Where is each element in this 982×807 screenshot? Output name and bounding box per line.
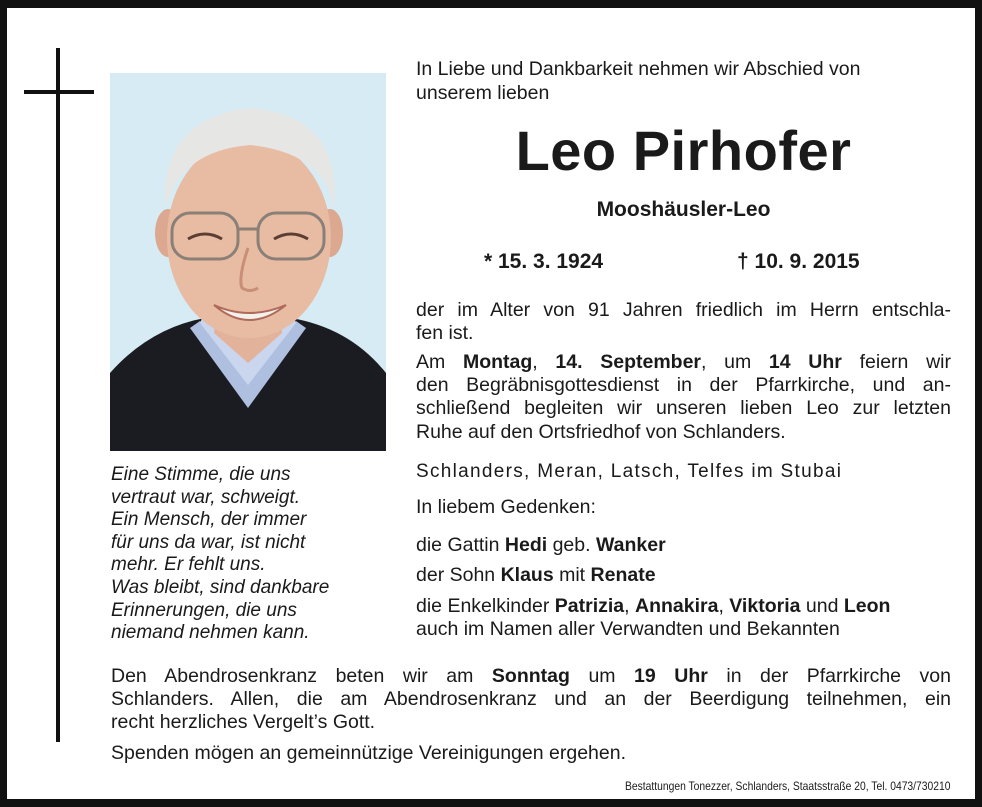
family-relatives: auch im Namen aller Verwandten und Bekannten	[416, 618, 840, 640]
cross-icon-bar	[24, 90, 94, 94]
funeral-line-2: den Begräbnisgottesdienst in der Pfarrkirche, und an-	[416, 374, 951, 397]
intro-line: unserem lieben	[416, 81, 550, 104]
rosary-line-2: Schlanders. Allen, die am Abendrosenkranz und an der Beerdigung teilnehmen, ein	[111, 688, 951, 710]
poem-line: vertraut war, schweigt.	[111, 486, 301, 508]
poem-line: Erinnerungen, die uns	[111, 599, 297, 621]
family-name: Klaus	[500, 564, 554, 586]
age-line: der im Alter von 91 Jahren friedlich im Herrn entschla-	[416, 299, 951, 321]
death-date: † 10. 9. 2015	[737, 250, 860, 273]
rosary-text: um	[588, 665, 616, 687]
family-son	[416, 563, 951, 587]
memorial-poem	[111, 464, 391, 645]
funeral-sep: ,	[532, 351, 538, 373]
intro-line: In Liebe und Dankbarkeit nehmen wir Abschied von	[416, 58, 861, 80]
family-label: mit	[559, 564, 586, 586]
birth-date: * 15. 3. 1924	[484, 250, 604, 273]
funeral-rest: feiern wir	[859, 351, 951, 373]
intro-text	[416, 58, 951, 105]
deceased-name: Leo Pirhofer	[515, 119, 852, 182]
funeral-sep: , um	[701, 351, 752, 373]
family-name: Annakira	[634, 595, 719, 617]
poem-line: Ein Mensch, der immer	[111, 509, 307, 531]
deceased-nickname: Mooshäusler-Leo	[596, 198, 771, 221]
poem-line: Was bleibt, sind dankbare	[111, 576, 330, 598]
rosary-text: Den Abendrosenkranz beten wir am	[111, 665, 474, 687]
rosary-text: in der Pfarrkirche von	[726, 665, 951, 687]
funeral-line-1	[416, 351, 951, 374]
family-wife	[416, 533, 951, 557]
family-label: die Enkelkinder	[416, 595, 550, 617]
funeral-am: Am	[416, 351, 446, 373]
age-paragraph	[416, 299, 951, 345]
portrait-photo	[110, 73, 386, 451]
funeral-paragraph	[416, 351, 951, 444]
rosary-day: Sonntag	[491, 665, 570, 687]
family-name: Viktoria	[729, 595, 801, 617]
family-name: Wanker	[595, 534, 666, 556]
poem-line: Eine Stimme, die uns	[111, 464, 291, 485]
cross-icon	[56, 48, 60, 742]
family-label: der Sohn	[416, 564, 496, 586]
poem-line: mehr. Er fehlt uns.	[111, 554, 266, 576]
age-line: fen ist.	[416, 322, 474, 345]
family-name: Hedi	[504, 534, 548, 556]
funeral-day: Montag	[462, 351, 533, 373]
places-line: Schlanders, Meran, Latsch, Telfes im Stubai	[416, 461, 843, 482]
rosary-paragraph	[111, 665, 951, 734]
family-label: und	[805, 595, 839, 617]
donations-text: Spenden mögen an gemeinnützige Vereinigungen ergehen.	[111, 742, 626, 764]
funeral-line-4: Ruhe auf den Ortsfriedhof von Schlanders.	[416, 420, 786, 443]
family-grandchildren: die Enkelkinder Patrizia, Annakira, Viktoria und Leon	[416, 595, 891, 617]
funeral-line-3: schließend begleiten wir unseren lieben Leo zur letzten	[416, 397, 951, 420]
poem-line: für uns da war, ist nicht	[111, 531, 306, 553]
rosary-line-1	[111, 665, 951, 688]
family-name: Patrizia	[554, 595, 625, 617]
funeral-time: 14 Uhr	[768, 351, 842, 373]
rosary-time: 19 Uhr	[634, 665, 708, 687]
rosary-line-3: recht herzliches Vergelt’s Gott.	[111, 711, 376, 733]
poem-line: niemand nehmen kann.	[111, 622, 310, 644]
family-label: die Gattin	[416, 534, 500, 556]
memory-heading: In liebem Gedenken:	[416, 496, 596, 518]
family-label: geb.	[552, 534, 591, 556]
family-name: Renate	[590, 564, 656, 586]
family-name: Leon	[843, 595, 891, 617]
funeral-date: 14. September	[555, 351, 701, 373]
funeral-home-credit: Bestattungen Tonezzer, Schlanders, Staatsstraße 20, Tel. 0473/730210	[624, 779, 950, 793]
